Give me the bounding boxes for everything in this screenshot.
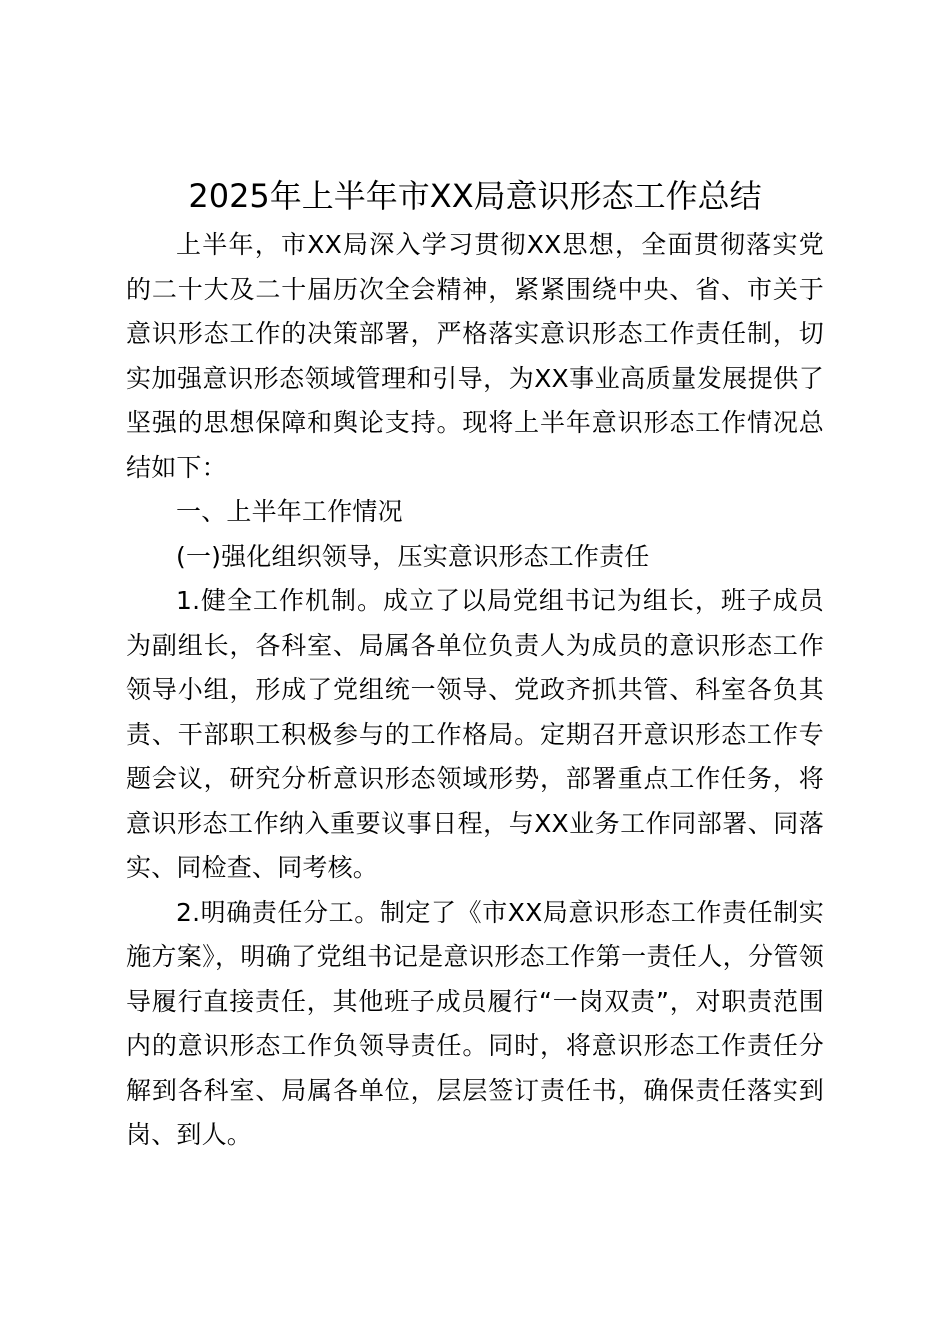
paragraph-responsibility: 2.明确责任分工。制定了《市XX局意识形态工作责任制实施方案》，明确了党组书记是意识形态工作第一责任人，分管领导履行直接责任，其他班子成员履行“一岗双责”，对职责范围内的意识形态工作负领导责任。同时，将意识形态工作责任分解到各科室、局属各单位，层层签订责任书，确保责任落实到岗、到人。 <box>126 897 824 1149</box>
paragraph-work-mechanism: 1.健全工作机制。成立了以局党组书记为组长，班子成员为副组长，各科室、局属各单位负责人为成员的意识形态工作领导小组，形成了党组统一领导、党政齐抓共管、科室各负其责、干部职工积极参与的工作格局。定期召开意识形态工作专题会议，研究分析意识形态领域形势，部署重点工作任务，将意识形态工作纳入重要议事日程，与XX业务工作同部署、同落实、同检查、同考核。 <box>126 586 824 882</box>
document-title: 2025年上半年市XX局意识形态工作总结 <box>188 177 762 215</box>
subsection-heading: (一)强化组织领导，压实意识形态工作责任 <box>176 541 650 571</box>
document-body <box>126 223 824 1158</box>
intro-paragraph: 上半年，市XX局深入学习贯彻XX思想，全面贯彻落实党的二十大及二十届历次全会精神，紧紧围绕中央、省、市关于意识形态工作的决策部署，严格落实意识形态工作责任制，切实加强意识形态领域管理和引导，为XX事业高质量发展提供了坚强的思想保障和舆论支持。现将上半年意识形态工作情况总结如下： <box>126 230 824 482</box>
section-heading: 一、上半年工作情况 <box>176 497 403 526</box>
